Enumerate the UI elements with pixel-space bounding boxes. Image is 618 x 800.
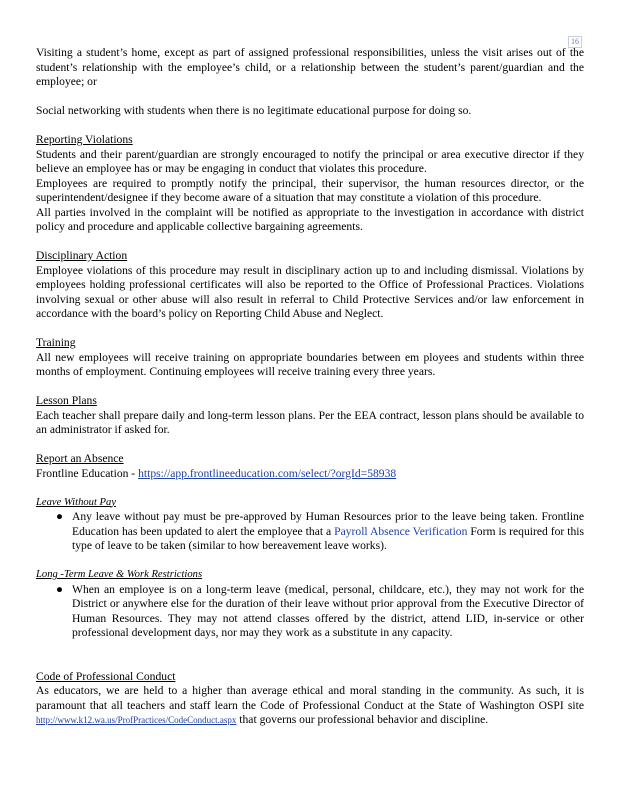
list-item (36, 510, 584, 554)
lesson-plans-paragraph: Each teacher shall prepare daily and long-term lesson plans. Per the EEA contract, lesson plans should be available to an administrator if asked for. (36, 408, 584, 436)
training-paragraph: All new employees will receive training on appropriate boundaries between em ployees and students within three months of employment. Continuing employees will receive training every three years. (36, 350, 584, 378)
page-number: 16 (568, 36, 582, 48)
leave-without-pay-list (36, 510, 584, 554)
disciplinary-action-heading: Disciplinary Action (36, 249, 128, 262)
reporting-paragraph-1: Students and their parent/guardian are strongly encouraged to notify the principal or area executive director if they believe an employee has or may be engaging in conduct that violates this procedure. (36, 147, 584, 175)
long-term-leave-heading: Long -Term Leave & Work Restrictions (36, 569, 203, 580)
report-absence-heading: Report an Absence (36, 452, 124, 465)
document-body (36, 46, 584, 728)
conduct-text-after: that governs our professional behavior and discipline. (236, 713, 489, 726)
leave-bullet-text-after: Form is required for this type of leave to be taken (similar to how bereavement leave works). (72, 524, 585, 552)
disciplinary-paragraph: Employee violations of this procedure may result in disciplinary action up to and including dismissal. Violations by employees holding professional certificates will also be reported to the Office of Professional Practices. Violations involving sexual or other abuse will also result in referral to Child Protective Services and/or law enforcement in accordance with the board’s policy on Reporting Child Abuse and Neglect. (36, 263, 584, 320)
training-heading: Training (36, 336, 76, 349)
leave-without-pay-heading: Leave Without Pay (36, 496, 117, 508)
social-networking-paragraph: Social networking with students when there is no legitimate educational purpose for doing so. (36, 104, 472, 117)
conduct-paragraph (36, 684, 584, 728)
reporting-violations-heading: Reporting Violations (36, 133, 133, 146)
visiting-paragraph: Visiting a student’s home, except as part of assigned professional responsibilities, unless the visit arises out of the student’s relationship with the employee’s child, or a relationship between the student’s parent/guardian and the employee; or (36, 46, 584, 88)
long-term-leave-list (36, 583, 584, 641)
bullet-icon: ● (56, 582, 64, 596)
absence-line (36, 467, 584, 482)
payroll-absence-verification-link[interactable]: Payroll Absence Verification (334, 524, 468, 538)
list-item (36, 583, 584, 641)
reporting-paragraph-3: All parties involved in the complaint will be notified as appropriate to the investigation in accordance with district policy and procedure and applicable collective bargaining agreements. (36, 205, 584, 233)
long-term-bullet-text: When an employee is on a long-term leave (medical, personal, childcare, etc.), they may not work for the District or anywhere else for the duration of their leave without prior approval from the Executive Director of Human Resources. They may not attend classes offered by the district, attend LID, in-service or other professional development days, nor may they work as a substitute in any capacity. (72, 582, 584, 639)
frontline-link[interactable]: https://app.frontlineeducation.com/select/?orgId=58938 (138, 466, 397, 480)
code-of-conduct-heading: Code of Professional Conduct (36, 669, 176, 683)
code-conduct-link[interactable]: http://www.k12.wa.us/ProfPractices/CodeConduct.aspx (36, 715, 237, 725)
bullet-icon: ● (56, 510, 64, 523)
absence-label: Frontline Education - (36, 466, 139, 480)
reporting-paragraph-2: Employees are required to promptly notify the principal, their supervisor, the human resources director, or the superintendent/designee if they become aware of a situation that may constitute a violation of this procedure. (36, 176, 584, 204)
leave-bullet-text-before: Any leave without pay must be pre-approved by Human Resources prior to the leave being taken. Frontline Education has been updated to alert the employee that a (72, 510, 584, 538)
conduct-text: As educators, we are held to a higher than average ethical and moral standing in the community. As such, it is paramount that all teachers and staff learn the Code of Professional Conduct at the State of Washington OSPI site (36, 684, 584, 712)
lesson-plans-heading: Lesson Plans (36, 394, 97, 407)
